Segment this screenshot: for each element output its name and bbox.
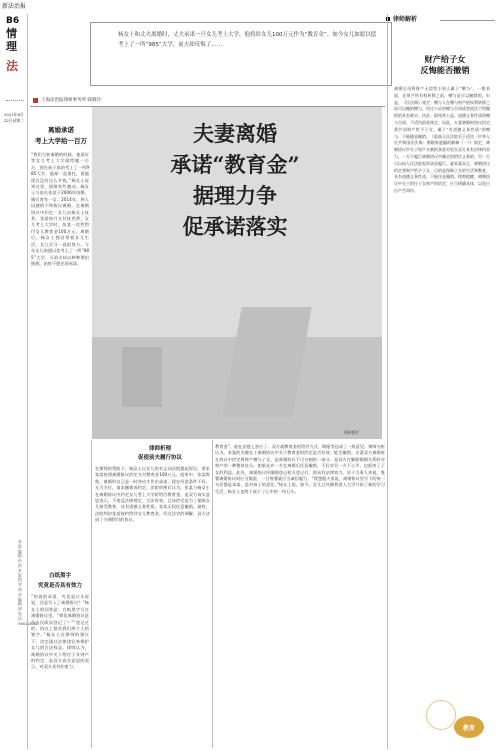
editor-rule <box>440 20 495 21</box>
editor-title-line-2: 反悔能否撤销 <box>420 65 470 75</box>
issue-date: 2021年6月22日星期二 <box>4 112 25 123</box>
mid-headline <box>120 445 200 462</box>
section-name-law: 法 <box>6 59 19 73</box>
hero-title <box>100 118 370 242</box>
hero-hand-shape <box>122 347 162 407</box>
section-number: B6 <box>6 16 20 26</box>
left-headline-line-2: 考上大学给一百万 <box>35 137 87 145</box>
left-subhead <box>31 572 89 591</box>
mid-body: 在律师的帮助下，杨女士以女儿的名义向法院提起诉讼，要求张某按照离婚协议约定支付教育金100万元。庭审中，张某辩称，离婚时自己是一时冲动才作出承诺，现在经济条件不好，无力支付，请求撤销该约定。法院审理后认为，张某与杨女士在离婚协议中约定女儿考上大学时给付教育金，是双方真实意思表示，不违反法律规定，合法有效，且该约定是为了保障女儿接受教育，具有道德义务性质，张某无权任意撤销。最终，法院判决张某按约给付女儿教育金。经过法官的调解，双方达成了分期给付的协议。 <box>95 466 210 523</box>
column-rule-1 <box>91 440 92 748</box>
right-body: 教育金”，他在法庭上答应了。双方就教育金的给付方式、期限等达成了一致意见。律师分析认为，本案的关键在于离婚协议中关于教育金的约定是否有效、能否撤销。夫妻双方离婚时在协议中约定将财产赠与子女，是离婚协议不可分割的一部分，是双方在解除婚姻关系时对财产的一种整体处分。如果允许一方在离婚后任意撤销，不仅对另一方不公平，也损害了子女的利益。此外，离婚协议经婚姻登记机关登记后，即具有法律效力。对于当事人来说，签署离婚协议时应当慎重，一旦签署就应当诚信履行。“我想跟大家说，离婚协议里写下的每一句话都是承诺，是对孩子的责任。”杨女士说。如今，女儿已经顺利进入大学开始了新的学习生活，杨女士也终于放下了心中的一块石头。 <box>215 444 385 494</box>
hero-credit: 资料图片 <box>344 430 360 435</box>
section-name: 情理 <box>6 27 17 53</box>
hero-title-line-1: 夫妻离婚 <box>193 121 277 146</box>
editor-rule-left <box>387 14 388 749</box>
editor-title-line-1: 财产给子女 <box>424 54 466 64</box>
top-bar <box>0 0 500 12</box>
side-credit: 本版编辑：孙冉 本版校对：胡冰 编辑部电话：56612890 <box>18 539 38 626</box>
byline-marker <box>33 98 38 103</box>
left-subhead-line-2: 究竟是否具有效力 <box>37 582 82 589</box>
site-name: 新法治报 <box>2 3 27 10</box>
education-badge: 教育 <box>454 716 484 738</box>
byline: 上海法治报律师事务所 韩晓玲 <box>41 98 101 103</box>
column-rule-2 <box>212 440 213 748</box>
mid-headline-line-2: 促使前夫履行协议 <box>137 454 182 461</box>
editor-title <box>400 54 490 76</box>
section-divider <box>6 100 24 103</box>
sidebar-rule <box>27 14 28 749</box>
left-body-1: “我们当初离婚的时候，他说好等女儿考上大学就给她一百万，现在孩子真的考上了一所985大学，他却一直推托，说他现在没有这么多钱。”杨女士说到这里，情绪有些激动。杨女士与前夫张某于2006年结婚，婚后育有一女。2014年，两人因感情不和协议离婚，在离婚协议中约定：女儿由杨女士抚养，张某每月支付抚养费，女儿考上大学时，张某一次性给付女儿教育金100万元。离婚后，杨女士独自带着女儿生活，女儿学习一直很努力。今年女儿如愿以偿考上了一所“985”大学，可前夫却以种种理由推脱，始终不愿兑现承诺。 <box>31 152 89 266</box>
left-headline-line-1: 离婚承诺 <box>48 126 74 134</box>
hero-title-line-2: 承诺“教育金” <box>170 152 300 177</box>
editor-body: 离婚后再将财产无偿给予别人属于“赠与”，一般来说，在财产所有权转移之前，赠与是可以撤销的。但是，《民法典》规定：赠与人在赠与财产的权利转移之前可以撤销赠与。经过公证的赠与合同或者依法不得撤销的具有救灾、扶贫、助残等公益、道德义务性质的赠与合同，不适用前款规定。因此，夫妻离婚时协议约定将共同财产给予子女，属于“有道德义务性质”的赠与，不能随意撤销。《最高人民法院关于适用〈中华人民共和国民法典〉婚姻家庭编的解释（一）》规定，离婚协议中关于财产分割的条款对男女双方具有法律约束力。一方不履行离婚协议中确定的给付义务的，另一方可以向人民法院起诉请求履行。就本案而言，离婚协议约定将财产给予子女，目的是保障子女的生活和教育，具有道德义务性质，不能任意撤销。律师提醒，离婚协议中关于给付子女财产的约定，应当明确具体，以免日后产生纠纷。 <box>394 86 490 193</box>
editor-label: 律师解析 <box>393 16 418 23</box>
mid-headline-line-1: 律师析理 <box>148 446 171 452</box>
hero-title-line-3: 据理力争 <box>193 183 277 208</box>
left-subhead-line-1: 白纸黑字 <box>48 573 71 579</box>
intro-text: 杨女士和丈夫离婚时，丈夫承诺一旦女儿考上大学，他将给女儿100万元作为“教育金”。如今女儿如愿以偿考上了一所“985”大学，前夫却反悔了…… <box>118 32 377 48</box>
education-decoration <box>426 700 456 730</box>
left-body-2: “你说的承诺，究竟是口头说说，还是写入了离婚协议？”杨女士的回答是：白纸黑字写在离婚协议里。“那张离婚协议是否去民政局登记了？”“登记过的，协议上都有我们两个人的签字。”杨女士在律师的建议下，决定通过法律途径来维护女儿的合法权益。律师认为，离婚协议中关于给付子女财产的约定，是双方真实意思的表示，对双方具有约束力。 <box>31 594 89 670</box>
hero-title-line-4: 促承诺落实 <box>182 214 288 239</box>
left-headline <box>33 125 89 147</box>
